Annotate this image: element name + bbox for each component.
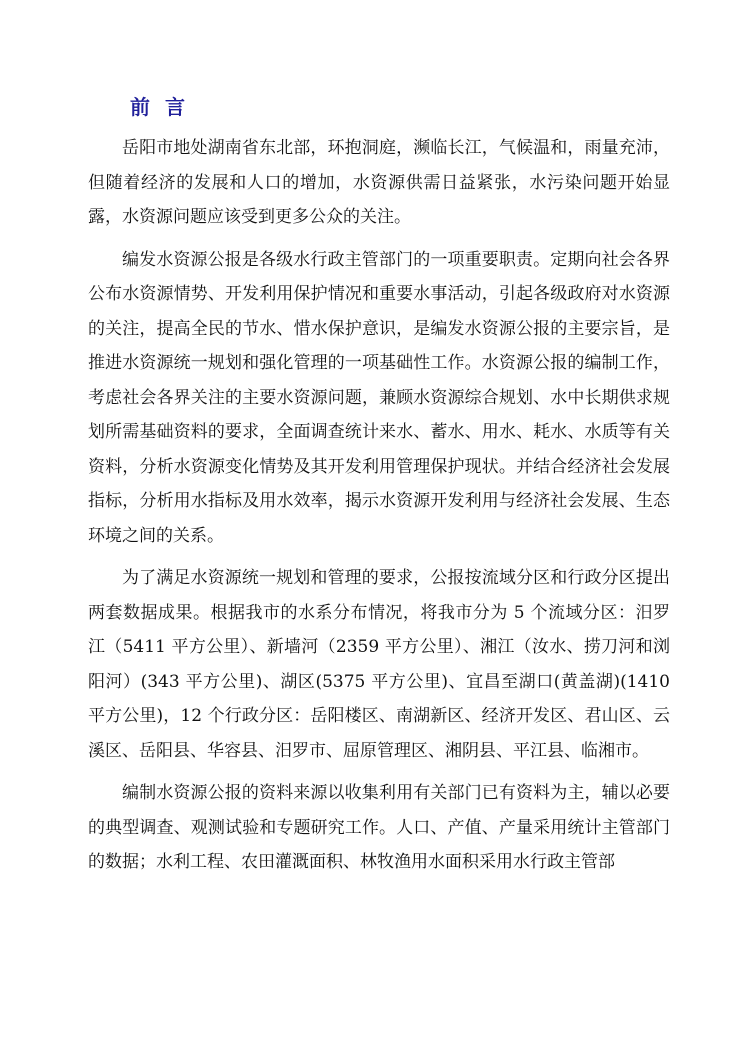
section-title: 前 言: [130, 95, 189, 119]
paragraph-1: 岳阳市地处湖南省东北部，环抱洞庭，濒临长江，气候温和，雨量充沛，但随着经济的发展和人口的增加，水资源供需日益紧张，水污染问题开始显露，水资源问题应该受到更多公众的关注。: [88, 138, 670, 227]
body-text: [88, 131, 670, 888]
paragraph-4: 编制水资源公报的资料来源以收集利用有关部门已有资料为主，辅以必要的典型调查、观测试验和专题研究工作。人口、产值、产量采用统计主管部门的数据；水利工程、农田灌溉面积、林牧渔用水面积采用水行政主管部: [88, 783, 670, 872]
paragraph-2: 编发水资源公报是各级水行政主管部门的一项重要职责。定期向社会各界公布水资源情势、开发利用保护情况和重要水事活动，引起各级政府对水资源的关注，提高全民的节水、惜水保护意识，是编发水资源公报的主要宗旨，是推进水资源统一规划和强化管理的一项基础性工作。水资源公报的编制工作，考虑社会各界关注的主要水资源问题，兼顾水资源综合规划、水中长期供求规划所需基础资料的要求，全面调查统计来水、蓄水、用水、耗水、水质等有关资料，分析水资源变化情势及其开发利用管理保护现状。并结合经济社会发展指标，分析用水指标及用水效率，揭示水资源开发利用与经济社会发展、生态环境之间的关系。: [88, 249, 670, 546]
paragraph-3: 为了满足水资源统一规划和管理的要求，公报按流域分区和行政分区提出两套数据成果。根据我市的水系分布情况，将我市分为 5 个流域分区：汨罗江（5411 平方公里）、新墙河（2359 平方公里）、湘江（汝水、捞刀河和浏阳河）(343 平方公里)、湖区(5375 平方公里)、宜昌至湖口(黄盖湖)(1410 平方公里)，12 个行政分区：岳阳楼区、南湖新区、经济开发区、君山区、云溪区、岳阳县、华容县、汨罗市、屈原管理区、湘阴县、平江县、临湘市。: [88, 568, 670, 761]
